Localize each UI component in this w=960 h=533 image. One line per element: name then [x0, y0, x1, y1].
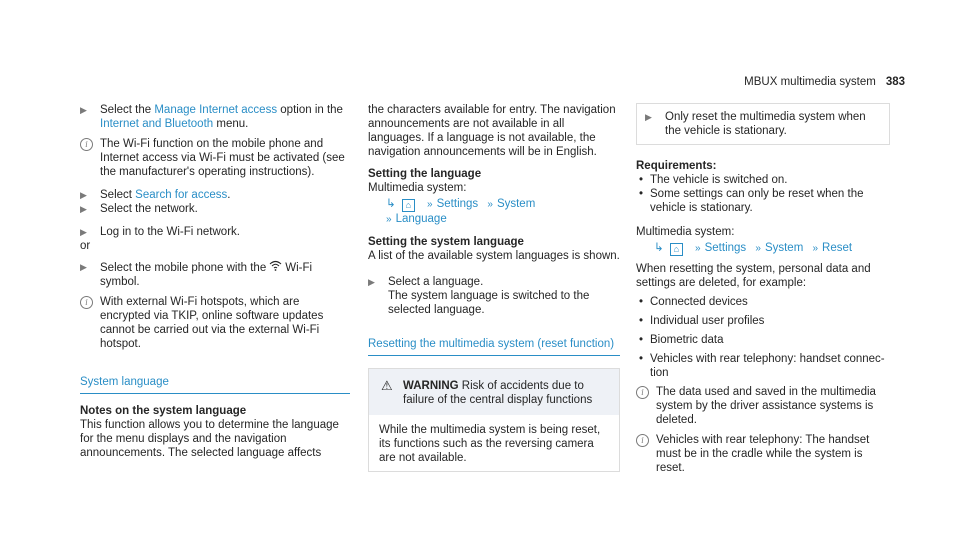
list-item: • Some settings can only be reset when the vehicle is stationary.: [636, 187, 890, 215]
heading-setting-system-language: Setting the system language: [368, 236, 524, 248]
language-paragraph: the characters available for entry. The navigation announcements are not available in all languages. If a language is not available, the navigation announcements will be in English.: [368, 104, 616, 158]
step-search-access: ▶ Select Search for access.: [80, 189, 231, 201]
home-icon: ⌂: [402, 199, 415, 212]
step-arrow-icon: ▶: [368, 277, 375, 287]
deleted-data-list: [636, 295, 890, 380]
menu-path-language-line2: [368, 212, 620, 227]
note-assistance-data: i The data used and saved in the multimedia system by the driver assistance systems is deleted.: [636, 385, 890, 427]
path-system[interactable]: System: [496, 198, 536, 210]
list-item: • The vehicle is switched on.: [636, 173, 890, 187]
link-manage-internet-access[interactable]: Manage Internet access: [154, 104, 278, 116]
chevron-icon: »: [812, 243, 819, 254]
column-3: [636, 103, 890, 475]
warning-icon: ⚠: [381, 378, 393, 393]
link-internet-bluetooth[interactable]: Internet and Bluetooth: [100, 118, 214, 130]
info-icon: i: [636, 386, 649, 399]
step-select-network: ▶ Select the network.: [80, 203, 198, 215]
step-login-network: ▶ Log in to the Wi-Fi network.: [80, 226, 240, 238]
warning-label: WARNING: [403, 380, 459, 392]
step-arrow-icon: ▶: [80, 190, 87, 200]
chevron-icon: »: [386, 214, 392, 225]
list-item: • Individual user profiles: [636, 314, 890, 328]
path-arrow-icon: ↳: [386, 198, 396, 210]
column-1: [80, 103, 350, 460]
note-rear-telephony: i Vehicles with rear telephony: The handset must be in the cradle while the system is reset.: [636, 433, 890, 475]
step-arrow-icon: ▶: [80, 105, 87, 115]
path-reset[interactable]: Reset: [822, 242, 853, 254]
chevron-icon: »: [427, 199, 433, 210]
header-title: MBUX multimedia system: [744, 76, 876, 88]
list-item: • Biometric data: [636, 333, 890, 347]
info-icon: i: [636, 434, 649, 447]
notes-body: This function allows you to determine the language for the menu displays and the navigation announcements. The selected language affects: [80, 419, 339, 459]
reset-description: When resetting the system, personal data and settings are deleted, for example:: [636, 263, 871, 289]
info-icon: i: [80, 296, 93, 309]
step-arrow-icon: ▶: [80, 204, 87, 214]
warning-box: [368, 368, 620, 472]
step-select-language: ▶ Select a language. The system language is switched to the selected language.: [368, 275, 620, 317]
list-item: • Vehicles with rear telephony: handset connection: [636, 352, 890, 380]
list-item: • Connected devices: [636, 295, 890, 309]
step-select-phone: ▶ Select the mobile phone with the Wi-Fi symbol.: [80, 262, 313, 288]
step-manage-internet: ▶ Select the Manage Internet access option in the Internet and Bluetooth menu.: [80, 104, 343, 130]
chevron-icon: »: [755, 243, 761, 254]
warning-body: While the multimedia system is being reset, its functions such as the reversing camera are not available.: [379, 424, 601, 464]
warning-text: Risk of accidents due to failure of the central display functions: [403, 380, 593, 406]
multimedia-label: Multimedia system:: [368, 182, 467, 194]
step-arrow-icon: ▶: [645, 112, 652, 122]
reset-condition-box: ▶ Only reset the multimedia system when the vehicle is stationary.: [636, 103, 890, 145]
path-arrow-icon: ↳: [654, 242, 664, 254]
note-external-hotspot: i With external Wi-Fi hotspots, which are encrypted via TKIP, online software updates cannot be carried out via the external Wi-Fi hotspot.: [80, 295, 350, 351]
heading-notes-system-language: Notes on the system language: [80, 405, 247, 417]
page-number: 383: [885, 76, 905, 88]
menu-path-language: [368, 197, 620, 212]
section-heading-system-language: System language: [80, 375, 350, 394]
column-2: [368, 103, 620, 472]
path-settings[interactable]: Settings: [704, 242, 747, 254]
multimedia-label: Multimedia system:: [636, 226, 735, 238]
chevron-icon: »: [487, 199, 493, 210]
or-text: or: [80, 240, 91, 252]
note-wifi-activation: i The Wi-Fi function on the mobile phone and Internet access via Wi-Fi must be activated (see the manufacturer's operating instructions).: [80, 137, 350, 179]
step-arrow-icon: ▶: [80, 227, 87, 237]
chevron-icon: »: [695, 243, 701, 254]
heading-setting-language: Setting the language: [368, 168, 482, 180]
path-system[interactable]: System: [764, 242, 804, 254]
requirements-list: [636, 173, 890, 215]
page-header: [744, 75, 905, 89]
section-heading-reset: Resetting the multimedia system (reset function): [368, 337, 620, 356]
heading-requirements: Requirements:: [636, 160, 717, 172]
step-result: The system language is switched to the selected language.: [388, 290, 590, 316]
link-search-for-access[interactable]: Search for access: [135, 189, 228, 201]
step-arrow-icon: ▶: [80, 262, 87, 272]
path-language[interactable]: Language: [395, 213, 447, 225]
wifi-icon: [269, 260, 282, 275]
info-icon: i: [80, 138, 93, 151]
path-settings[interactable]: Settings: [436, 198, 479, 210]
home-icon: ⌂: [670, 243, 683, 256]
menu-path-reset: [636, 241, 890, 256]
system-language-body: A list of the available system languages is shown.: [368, 250, 620, 262]
